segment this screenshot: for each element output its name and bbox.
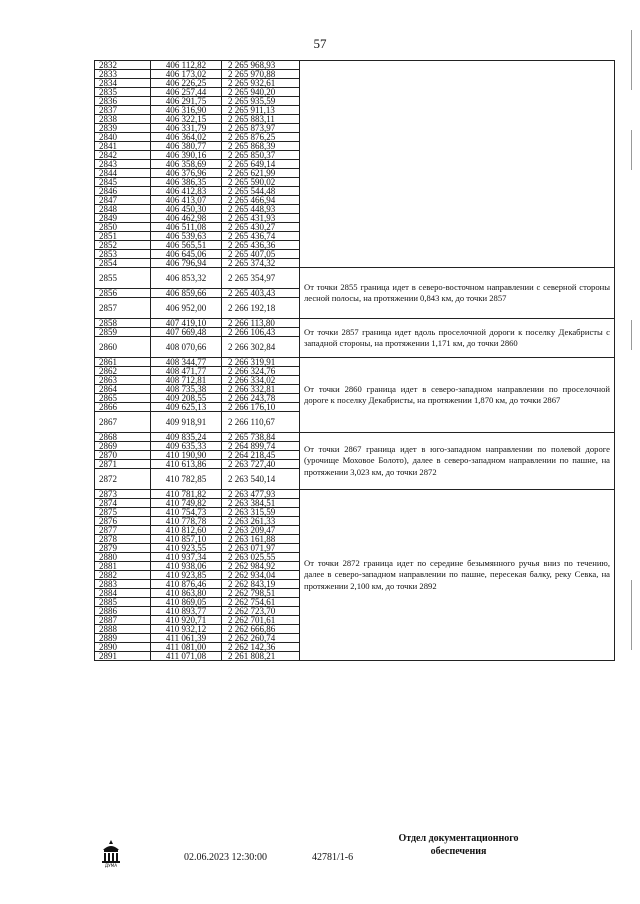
y-coordinate: 2 265 436,74 [222,232,300,241]
duma-emblem-icon [96,838,126,868]
point-number: 2844 [95,169,151,178]
x-coordinate: 406 853,32 [151,268,222,289]
x-coordinate: 409 835,24 [151,433,222,442]
x-coordinate: 410 781,82 [151,490,222,499]
x-coordinate: 410 923,55 [151,544,222,553]
point-number: 2852 [95,241,151,250]
y-coordinate: 2 266 319,91 [222,358,300,367]
point-number: 2862 [95,367,151,376]
y-coordinate: 2 265 436,36 [222,241,300,250]
point-number: 2884 [95,589,151,598]
department-stamp: Отдел документационного обеспечения [398,833,519,857]
x-coordinate: 408 471,77 [151,367,222,376]
x-coordinate: 410 869,05 [151,598,222,607]
y-coordinate: 2 265 403,43 [222,289,300,298]
x-coordinate: 406 565,51 [151,241,222,250]
coordinates-table [94,60,615,661]
point-number: 2854 [95,259,151,268]
point-number: 2888 [95,625,151,634]
x-coordinate: 410 778,78 [151,517,222,526]
x-coordinate: 411 071,08 [151,652,222,661]
y-coordinate: 2 266 332,81 [222,385,300,394]
point-number: 2878 [95,535,151,544]
y-coordinate: 2 265 448,93 [222,205,300,214]
y-coordinate: 2 265 883,11 [222,115,300,124]
point-number: 2876 [95,517,151,526]
point-number: 2838 [95,115,151,124]
x-coordinate: 410 923,85 [151,571,222,580]
y-coordinate: 2 262 260,74 [222,634,300,643]
point-number: 2841 [95,142,151,151]
y-coordinate: 2 263 261,33 [222,517,300,526]
boundary-description [300,61,615,268]
point-number: 2885 [95,598,151,607]
y-coordinate: 2 263 727,40 [222,460,300,469]
point-number: 2880 [95,553,151,562]
point-number: 2855 [95,268,151,289]
point-number: 2840 [95,133,151,142]
y-coordinate: 2 265 407,05 [222,250,300,259]
x-coordinate: 406 462,98 [151,214,222,223]
point-number: 2843 [95,160,151,169]
y-coordinate: 2 265 868,39 [222,142,300,151]
point-number: 2864 [95,385,151,394]
y-coordinate: 2 262 723,70 [222,607,300,616]
y-coordinate: 2 262 754,61 [222,598,300,607]
point-number: 2856 [95,289,151,298]
x-coordinate: 410 937,34 [151,553,222,562]
registration-datetime: 02.06.2023 12:30:00 [184,852,268,863]
y-coordinate: 2 265 649,14 [222,160,300,169]
y-coordinate: 2 266 302,84 [222,337,300,358]
y-coordinate: 2 266 176,10 [222,403,300,412]
y-coordinate: 2 263 161,88 [222,535,300,544]
point-number: 2853 [95,250,151,259]
y-coordinate: 2 265 621,99 [222,169,300,178]
y-coordinate: 2 265 590,02 [222,178,300,187]
x-coordinate: 406 539,63 [151,232,222,241]
x-coordinate: 406 322,15 [151,115,222,124]
x-coordinate: 410 749,82 [151,499,222,508]
x-coordinate: 410 863,80 [151,589,222,598]
y-coordinate: 2 266 334,02 [222,376,300,385]
point-number: 2865 [95,394,151,403]
x-coordinate: 406 112,82 [151,61,222,70]
point-number: 2851 [95,232,151,241]
x-coordinate: 406 952,00 [151,298,222,319]
x-coordinate: 407 419,10 [151,319,222,328]
x-coordinate: 406 226,25 [151,79,222,88]
x-coordinate: 410 876,46 [151,580,222,589]
x-coordinate: 408 344,77 [151,358,222,367]
x-coordinate: 406 291,75 [151,97,222,106]
y-coordinate: 2 265 738,84 [222,433,300,442]
x-coordinate: 410 893,77 [151,607,222,616]
x-coordinate: 406 358,69 [151,160,222,169]
x-coordinate: 408 735,38 [151,385,222,394]
y-coordinate: 2 261 808,21 [222,652,300,661]
y-coordinate: 2 263 477,93 [222,490,300,499]
y-coordinate: 2 265 873,97 [222,124,300,133]
x-coordinate: 409 625,13 [151,403,222,412]
y-coordinate: 2 262 934,04 [222,571,300,580]
x-coordinate: 406 380,77 [151,142,222,151]
y-coordinate: 2 265 430,27 [222,223,300,232]
point-number: 2873 [95,490,151,499]
point-number: 2891 [95,652,151,661]
point-number: 2849 [95,214,151,223]
x-coordinate: 409 208,55 [151,394,222,403]
y-coordinate: 2 263 540,14 [222,469,300,490]
x-coordinate: 406 386,35 [151,178,222,187]
scan-margin-marks [620,20,634,880]
point-number: 2882 [95,571,151,580]
point-number: 2836 [95,97,151,106]
point-number: 2872 [95,469,151,490]
point-number: 2837 [95,106,151,115]
x-coordinate: 406 331,79 [151,124,222,133]
point-number: 2881 [95,562,151,571]
x-coordinate: 406 390,16 [151,151,222,160]
point-number: 2866 [95,403,151,412]
point-number: 2869 [95,442,151,451]
y-coordinate: 2 265 431,93 [222,214,300,223]
x-coordinate: 409 635,33 [151,442,222,451]
point-number: 2871 [95,460,151,469]
point-number: 2889 [95,634,151,643]
point-number: 2846 [95,187,151,196]
y-coordinate: 2 263 025,55 [222,553,300,562]
boundary-description: От точки 2872 граница идет по середине безымянного ручья вниз по течению, далее в северо-западном направлении по пашне, пересекая балку, реку Севка, на протяжении 2,100 км, до точки 2892 [300,490,615,661]
point-number: 2845 [95,178,151,187]
point-number: 2877 [95,526,151,535]
seal-text: ДУМА [104,863,118,868]
y-coordinate: 2 263 209,47 [222,526,300,535]
x-coordinate: 406 376,96 [151,169,222,178]
x-coordinate: 410 812,60 [151,526,222,535]
boundary-description: От точки 2855 граница идет в северо-восточном направлении с северной стороны лесной полосы, на протяжении 0,843 км, до точки 2857 [300,268,615,319]
x-coordinate: 408 712,81 [151,376,222,385]
boundary-description: От точки 2860 граница идет в северо-западном направлении по проселочной дороге к поселку Декабристы, на протяжении 1,870 км, до точки 2867 [300,358,615,433]
y-coordinate: 2 265 354,97 [222,268,300,289]
y-coordinate: 2 262 701,61 [222,616,300,625]
y-coordinate: 2 265 932,61 [222,79,300,88]
x-coordinate: 411 081,00 [151,643,222,652]
point-number: 2842 [95,151,151,160]
point-number: 2861 [95,358,151,367]
x-coordinate: 410 932,12 [151,625,222,634]
point-number: 2883 [95,580,151,589]
point-number: 2832 [95,61,151,70]
x-coordinate: 411 061,39 [151,634,222,643]
point-number: 2870 [95,451,151,460]
y-coordinate: 2 265 544,48 [222,187,300,196]
table-row [95,268,615,289]
x-coordinate: 406 316,90 [151,106,222,115]
point-number: 2847 [95,196,151,205]
y-coordinate: 2 264 899,74 [222,442,300,451]
boundary-description: От точки 2857 граница идет вдоль проселочной дороги к поселку Декабристы с западной стороны, на протяжении 1,171 км, до точки 2860 [300,319,615,358]
point-number: 2839 [95,124,151,133]
point-number: 2863 [95,376,151,385]
point-number: 2874 [95,499,151,508]
point-number: 2875 [95,508,151,517]
x-coordinate: 410 754,73 [151,508,222,517]
y-coordinate: 2 266 324,76 [222,367,300,376]
x-coordinate: 406 645,06 [151,250,222,259]
point-number: 2859 [95,328,151,337]
y-coordinate: 2 262 984,92 [222,562,300,571]
x-coordinate: 406 859,66 [151,289,222,298]
point-number: 2890 [95,643,151,652]
y-coordinate: 2 263 071,97 [222,544,300,553]
y-coordinate: 2 263 315,59 [222,508,300,517]
point-number: 2868 [95,433,151,442]
x-coordinate: 410 190,90 [151,451,222,460]
x-coordinate: 410 613,86 [151,460,222,469]
boundary-description: От точки 2867 граница идет в юго-западном направлении по полевой дороге (урочище Моховое Болото), далее в северо-западном направлении по пашне, на протяжении 3,023 км, до точки 2872 [300,433,615,490]
point-number: 2835 [95,88,151,97]
y-coordinate: 2 265 466,94 [222,196,300,205]
point-number: 2850 [95,223,151,232]
x-coordinate: 410 857,10 [151,535,222,544]
y-coordinate: 2 263 384,51 [222,499,300,508]
x-coordinate: 406 412,83 [151,187,222,196]
y-coordinate: 2 266 110,67 [222,412,300,433]
x-coordinate: 409 918,91 [151,412,222,433]
x-coordinate: 406 257,44 [151,88,222,97]
point-number: 2886 [95,607,151,616]
x-coordinate: 406 413,07 [151,196,222,205]
y-coordinate: 2 262 666,86 [222,625,300,634]
y-coordinate: 2 266 113,80 [222,319,300,328]
x-coordinate: 406 796,94 [151,259,222,268]
document-id: 42781/1-6 [312,852,354,863]
y-coordinate: 2 265 970,88 [222,70,300,79]
point-number: 2887 [95,616,151,625]
x-coordinate: 406 511,08 [151,223,222,232]
y-coordinate: 2 266 243,78 [222,394,300,403]
y-coordinate: 2 262 142,36 [222,643,300,652]
y-coordinate: 2 266 106,43 [222,328,300,337]
point-number: 2834 [95,79,151,88]
x-coordinate: 407 669,48 [151,328,222,337]
y-coordinate: 2 265 876,25 [222,133,300,142]
y-coordinate: 2 264 218,45 [222,451,300,460]
point-number: 2860 [95,337,151,358]
y-coordinate: 2 265 911,13 [222,106,300,115]
x-coordinate: 406 450,30 [151,205,222,214]
point-number: 2857 [95,298,151,319]
point-number: 2867 [95,412,151,433]
y-coordinate: 2 266 192,18 [222,298,300,319]
y-coordinate: 2 262 843,19 [222,580,300,589]
point-number: 2848 [95,205,151,214]
point-number: 2833 [95,70,151,79]
x-coordinate: 406 364,02 [151,133,222,142]
y-coordinate: 2 262 798,51 [222,589,300,598]
x-coordinate: 410 938,06 [151,562,222,571]
x-coordinate: 410 920,71 [151,616,222,625]
x-coordinate: 408 070,66 [151,337,222,358]
y-coordinate: 2 265 374,32 [222,259,300,268]
point-number: 2858 [95,319,151,328]
y-coordinate: 2 265 968,93 [222,61,300,70]
page-number: 57 [313,36,327,51]
y-coordinate: 2 265 940,20 [222,88,300,97]
x-coordinate: 410 782,85 [151,469,222,490]
y-coordinate: 2 265 850,37 [222,151,300,160]
point-number: 2879 [95,544,151,553]
y-coordinate: 2 265 935,59 [222,97,300,106]
x-coordinate: 406 173,02 [151,70,222,79]
